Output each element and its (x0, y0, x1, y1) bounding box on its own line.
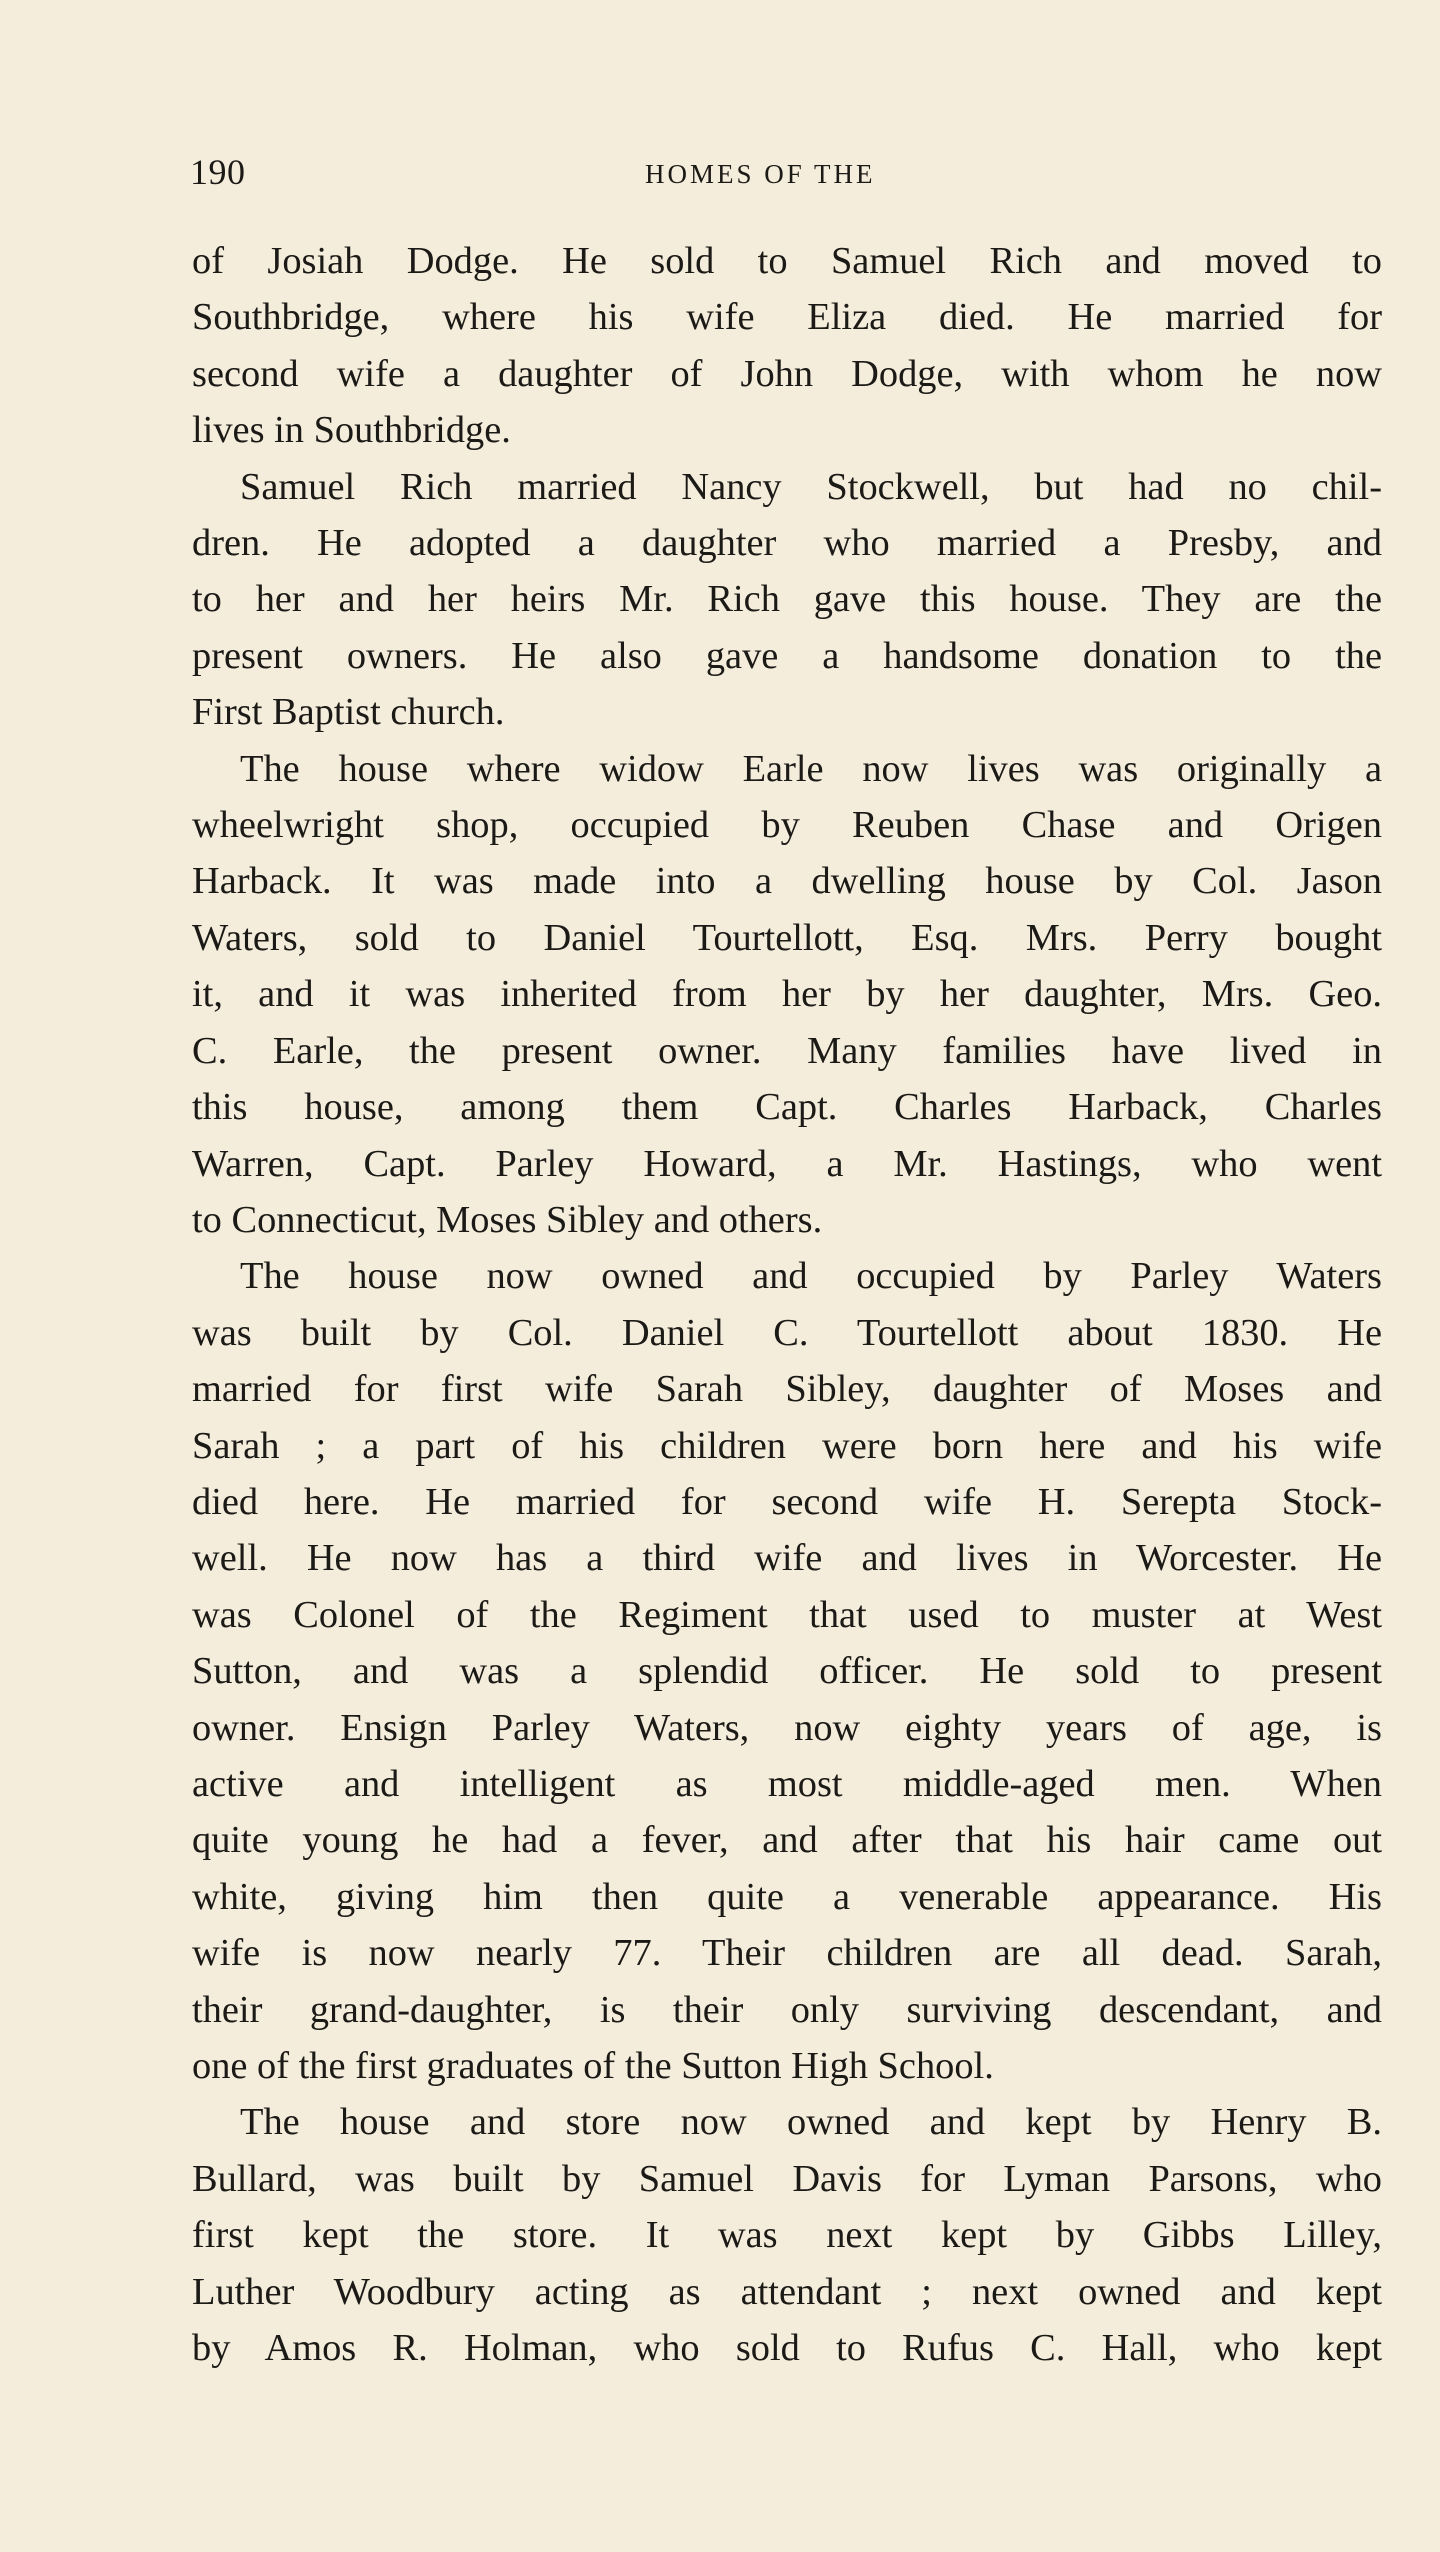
text-line: to Connecticut, Moses Sibley and others. (192, 1198, 823, 1241)
text-line: first kept the store. It was next kept by Gibbs Lilley, (192, 2214, 1382, 2257)
text-line: married for first wife Sarah Sibley, daughter of Moses and (192, 1368, 1382, 1411)
text-line: wheelwright shop, occupied by Reuben Chase and Origen (192, 804, 1382, 847)
text-line: their grand-daughter, is their only surviving descendant, and (192, 1988, 1382, 2031)
text-line: died here. He married for second wife H. Serepta Stock- (192, 1480, 1382, 1523)
text-line: lives in Southbridge. (192, 409, 511, 452)
page-header (190, 150, 1430, 200)
text-line: Luther Woodbury acting as attendant ; next owned and kept (192, 2270, 1382, 2313)
text-line: Waters, sold to Daniel Tourtellott, Esq. Mrs. Perry bought (192, 916, 1382, 959)
text-line: Warren, Capt. Parley Howard, a Mr. Hastings, who went (192, 1142, 1382, 1185)
text-line: Bullard, was built by Samuel Davis for Lyman Parsons, who (192, 2157, 1382, 2200)
text-line: this house, among them Capt. Charles Harback, Charles (192, 1086, 1382, 1129)
text-line: wife is now nearly 77. Their children are all dead. Sarah, (192, 1932, 1382, 1975)
text-line: well. He now has a third wife and lives in Worcester. He (192, 1537, 1382, 1580)
text-line: of Josiah Dodge. He sold to Samuel Rich and moved to (192, 240, 1382, 282)
text-line: to her and her heirs Mr. Rich gave this house. They are the (192, 578, 1382, 621)
text-line: The house now owned and occupied by Parley Waters (240, 1255, 1382, 1298)
running-head: HOMES OF THE (645, 159, 876, 189)
text-line: present owners. He also gave a handsome donation to the (192, 634, 1382, 677)
text-line: Sarah ; a part of his children were born here and his wife (192, 1424, 1382, 1467)
text-line: Harback. It was made into a dwelling house by Col. Jason (192, 860, 1382, 903)
text-line: First Baptist church. (192, 691, 505, 734)
text-line: was built by Col. Daniel C. Tourtellott about 1830. He (192, 1311, 1382, 1354)
text-line: The house where widow Earle now lives was originally a (240, 747, 1382, 790)
text-line: by Amos R. Holman, who sold to Rufus C. Hall, who kept (192, 2327, 1382, 2370)
text-line: The house and store now owned and kept by Henry B. (240, 2101, 1382, 2144)
text-line: Southbridge, where his wife Eliza died. He married for (192, 296, 1382, 339)
text-line: white, giving him then quite a venerable appearance. His (192, 1875, 1382, 1918)
text-line: active and intelligent as most middle-aged men. When (192, 1762, 1382, 1805)
text-line: Sutton, and was a splendid officer. He sold to present (192, 1650, 1382, 1693)
text-line: it, and it was inherited from her by her daughter, Mrs. Geo. (192, 973, 1382, 1016)
body-text (192, 233, 1382, 2376)
page-number: 190 (190, 152, 246, 192)
text-line: Samuel Rich married Nancy Stockwell, but had no chil- (240, 465, 1382, 508)
text-line: owner. Ensign Parley Waters, now eighty years of age, is (192, 1706, 1382, 1749)
text-line: quite young he had a fever, and after that his hair came out (192, 1819, 1382, 1862)
text-line: second wife a daughter of John Dodge, with whom he now (192, 352, 1382, 395)
text-line: was Colonel of the Regiment that used to muster at West (192, 1593, 1382, 1636)
text-line: dren. He adopted a daughter who married a Presby, and (192, 522, 1382, 565)
text-line: one of the first graduates of the Sutton High School. (192, 2045, 994, 2087)
text-line: C. Earle, the present owner. Many families have lived in (192, 1029, 1382, 1072)
